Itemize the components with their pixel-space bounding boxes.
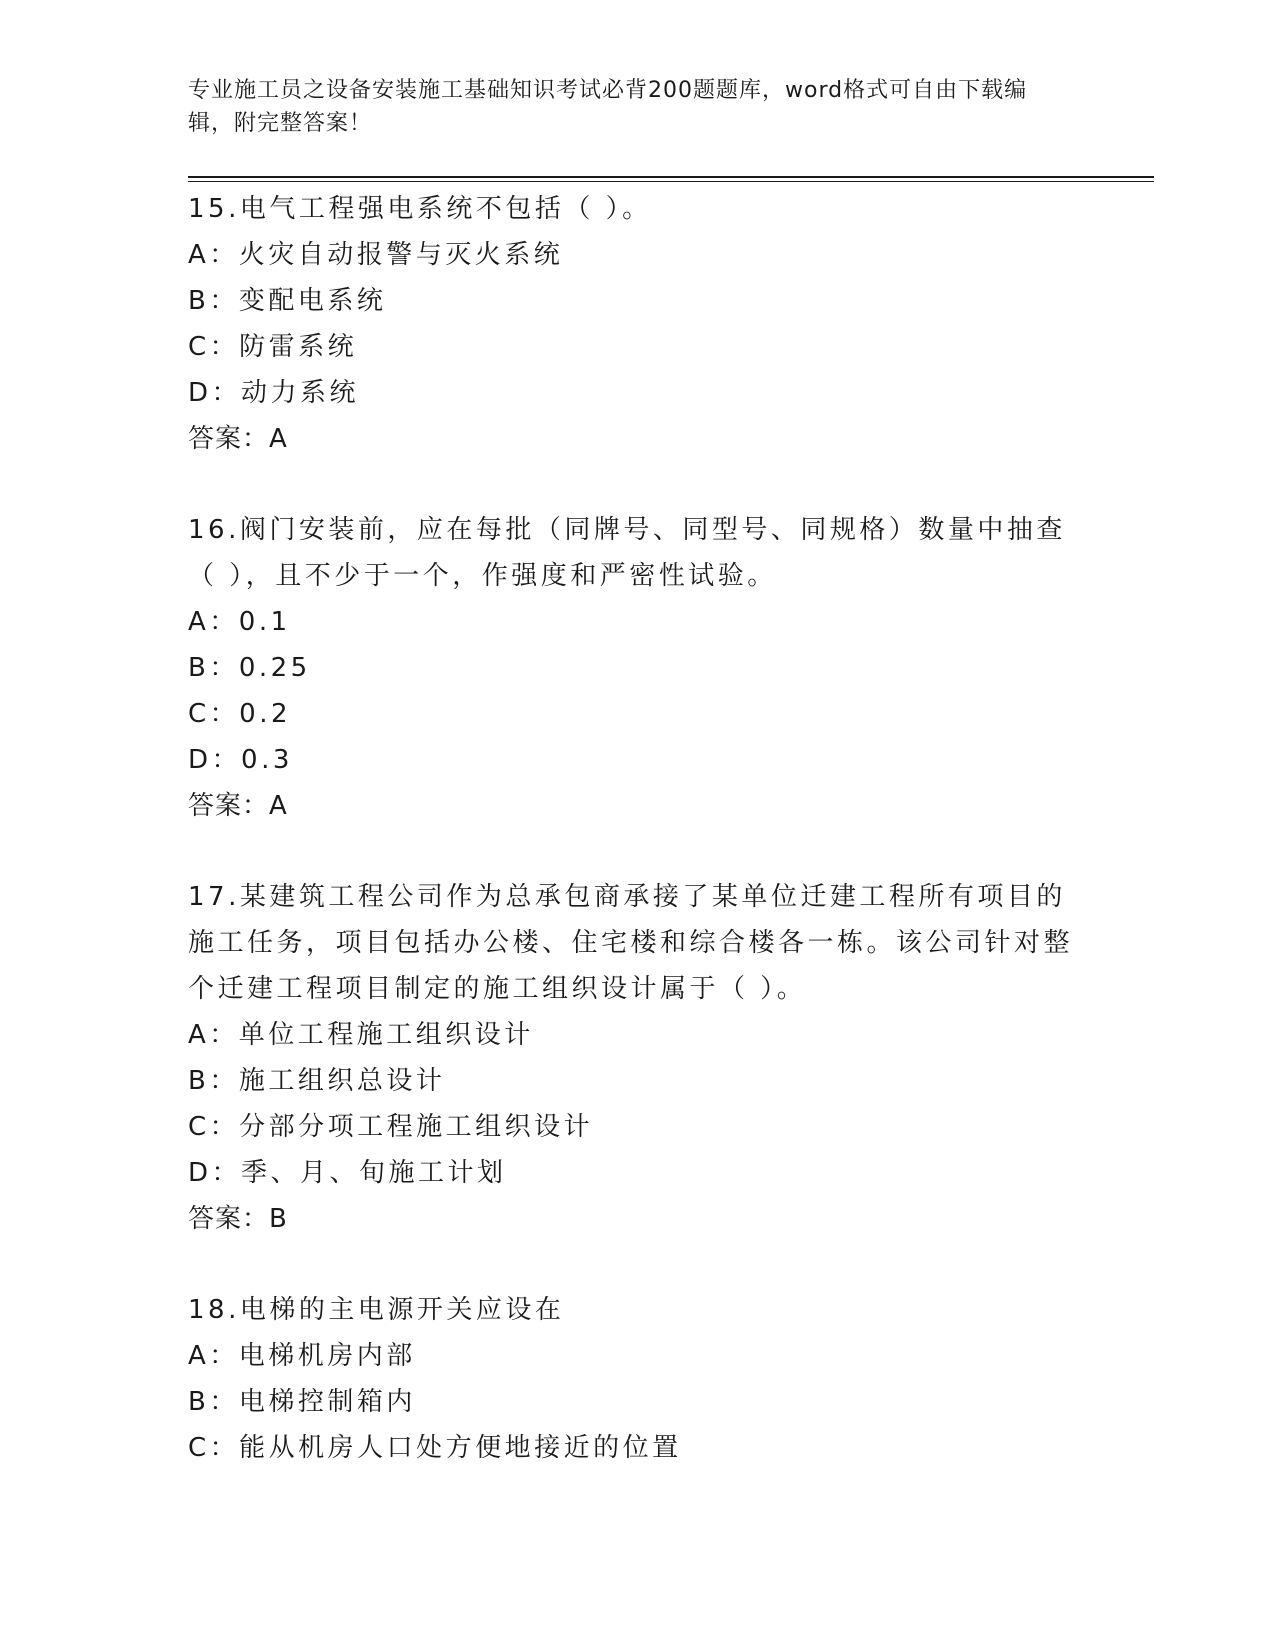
- header-divider-thick: [188, 176, 1154, 178]
- question-list: [188, 186, 1088, 1471]
- question-stem: 17.某建筑工程公司作为总承包商承接了某单位迁建工程所有项目的施工任务，项目包括办公楼、住宅楼和综合楼各一栋。该公司针对整个迁建工程项目制定的施工组织设计属于（ ）。: [188, 882, 1074, 1004]
- answer-line: 答案：A: [188, 791, 288, 821]
- question-gap: [188, 829, 1088, 874]
- option-b: B：0.25: [188, 653, 311, 683]
- option-d: D：季、月、旬施工计划: [188, 1158, 507, 1188]
- question-18: [188, 1287, 1088, 1471]
- question-gap: [188, 1242, 1088, 1287]
- question-16: [188, 507, 1088, 829]
- option-a: A：火灾自动报警与灭火系统: [188, 240, 564, 270]
- option-b: B：电梯控制箱内: [188, 1387, 416, 1417]
- question-17: [188, 874, 1088, 1242]
- question-stem: 15.电气工程强电系统不包括（ ）。: [188, 194, 652, 224]
- option-b: B：施工组织总设计: [188, 1066, 446, 1096]
- option-d: D：动力系统: [188, 378, 360, 408]
- document-header: 专业施工员之设备安装施工基础知识考试必背200题题库，word格式可自由下载编辑，附完整答案！: [188, 78, 1028, 136]
- question-15: [188, 186, 1088, 462]
- answer-line: 答案：B: [188, 1204, 288, 1234]
- option-c: C：防雷系统: [188, 332, 358, 362]
- option-b: B：变配电系统: [188, 286, 387, 316]
- option-a: A：单位工程施工组织设计: [188, 1020, 534, 1050]
- option-c: C：0.2: [188, 699, 292, 729]
- option-c: C：分部分项工程施工组织设计: [188, 1112, 594, 1142]
- option-c: C：能从机房人口处方便地接近的位置: [188, 1433, 682, 1463]
- answer-line: 答案：A: [188, 424, 288, 454]
- option-a: A：0.1: [188, 607, 291, 637]
- option-a: A：电梯机房内部: [188, 1341, 416, 1371]
- option-d: D：0.3: [188, 745, 293, 775]
- question-stem: 16.阀门安装前，应在每批（同牌号、同型号、同规格）数量中抽查（ ），且不少于一个，作强度和严密性试验。: [188, 515, 1066, 591]
- question-stem: 18.电梯的主电源开关应设在: [188, 1295, 565, 1325]
- header-divider-thin: [188, 181, 1154, 182]
- question-gap: [188, 462, 1088, 507]
